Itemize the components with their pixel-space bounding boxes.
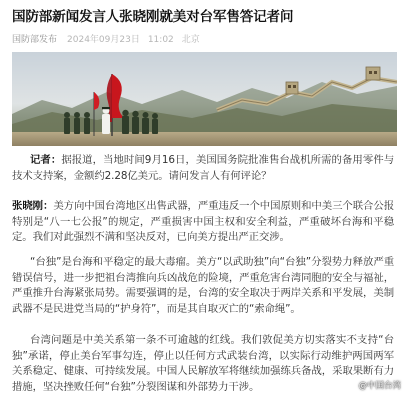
- paragraph-text: “台独”是台海和平稳定的最大毒瘤。美方“以武助独”向“台独”分裂势力释放严重错误信号，进一步把祖台湾推向兵凶战危的险境，严重危害台湾同胞的安全与福祉，严重推升台海紧张局势。需要强调的是，台湾的安全取决于两岸关系和平发展，美制武器不是民进党当局的“护身符”，而是其自取灭亡的“索命绳”。: [12, 256, 394, 315]
- speaker-label: 张晓刚：: [12, 200, 54, 212]
- paragraph-text: 据报道，当地时间9月16日，美国国务院批准售台战机所需的备用零件与技术支持案，金额约2.28亿美元。请问发言人有何评论？: [12, 154, 395, 182]
- article-source[interactable]: 国防部发布: [12, 35, 58, 45]
- paragraph-body: [12, 255, 394, 317]
- speaker-label: 记者：: [30, 154, 62, 166]
- paragraph-body: [12, 333, 394, 395]
- paragraph-text: 美方向中国台湾地区出售武器，严重违反一个中国原则和中美三个联合公报特别是“八一七公报”的规定，严重损害中国主权和安全利益，严重破坏台海和平稳定。我们对此强烈不满和坚决反对，已向美方提出严正交涉。: [12, 200, 394, 244]
- source-watermark: @中国台湾: [358, 381, 401, 391]
- article-photo: [12, 52, 397, 146]
- article-time: 11:02: [147, 35, 174, 45]
- article-meta: [12, 34, 392, 46]
- article-title: 国防部新闻发言人张晓刚就美对台军售答记者问: [12, 9, 294, 25]
- article-location: 北京: [181, 35, 200, 45]
- paragraph-answer: [12, 199, 394, 246]
- paragraph-question: [12, 153, 394, 184]
- paragraph-text: 台湾问题是中美关系第一条不可逾越的红线。我们敦促美方切实落实不支持“台独”承诺，停止美台军事勾连，停止以任何方式武装台湾，以实际行动维护两国两军关系稳定、健康、可持续发展。中国人民解放军将继续加强练兵备战，采取果断有力措施，坚决挫败任何“台独”分裂图谋和外部势力干涉。: [12, 334, 394, 393]
- ceremony-photo-icon: [12, 52, 397, 146]
- article-date: 2024年09月23日: [67, 35, 140, 45]
